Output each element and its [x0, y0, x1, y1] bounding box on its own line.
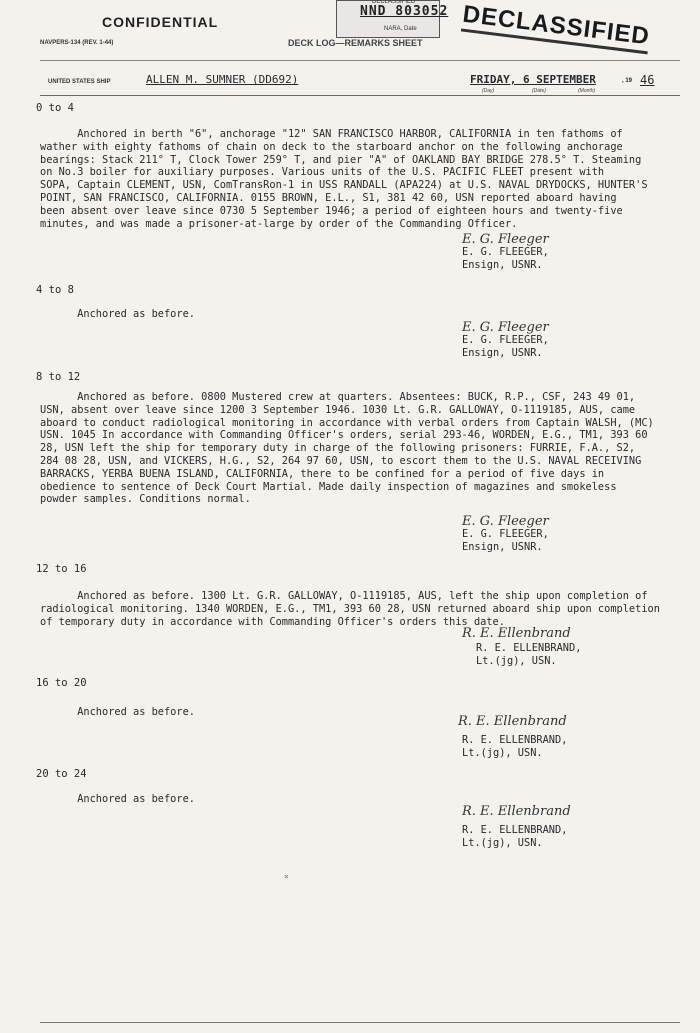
form-number: NAVPERS-134 (REV. 1-44) [40, 40, 114, 46]
signature-block-16-20: R. E. ELLENBRAND, Lt.(jg), USN. [462, 734, 568, 759]
date-sub-month: (Month) [578, 88, 596, 94]
stray-mark: × [284, 872, 289, 881]
watch-label-4-8: 4 to 8 [36, 284, 74, 296]
watch-entry-4-8: Anchored as before. [40, 308, 195, 320]
stamp-top-text: DECLASSIFIED [372, 0, 416, 5]
classification-label: CONFIDENTIAL [102, 14, 219, 30]
watch-label-12-16: 12 to 16 [36, 563, 87, 575]
watch-entry-20-24: Anchored as before. [40, 793, 195, 805]
watch-entry-12-16: Anchored as before. 1300 Lt. G.R. GALLOWAY, O-1119185, AUS, left the ship upon completion of radiological monitoring. 1340 WORDEN, E.G., TM1, 393 60 28, USN returned aboard ship upon completion of temporary duty in accordance with Commanding Officer's orders this date. [40, 590, 660, 628]
signature-block-4-8: E. G. FLEEGER, Ensign, USNR. [462, 334, 549, 359]
signature-4-8: E. G. Fleeger [462, 320, 549, 335]
watch-label-8-12: 8 to 12 [36, 371, 81, 383]
date-sub-date: (Date) [532, 88, 546, 94]
signature-12-16: R. E. Ellenbrand [462, 626, 571, 641]
ship-label: UNITED STATES SHIP [48, 79, 111, 85]
declassified-stamp: DECLASSIFIED [461, 1, 651, 55]
page-bottom-rule [40, 1022, 680, 1023]
ship-name: ALLEN M. SUMNER (DD692) [146, 73, 299, 86]
signature-block-20-24: R. E. ELLENBRAND, Lt.(jg), USN. [462, 824, 568, 849]
watch-entry-0-4: Anchored in berth "6", anchorage "12" SAN FRANCISCO HARBOR, CALIFORNIA in ten fathoms of wather with eighty fathoms of chain on deck to the starboard anchor on the following anchorage bearings: Stack 211° T, Clock Tower 259° T, and pier "A" of OAKLAND BAY BRIDGE 278.5° T. Steaming on No.3 boiler for auxiliary purposes. Various units of the U.S. PACIFIC FLEET present with SOPA, Captain CLEMENT, USN, ComTransRon-1 in USS RANDALL (APA224) at U.S. NAVAL DRYDOCKS, HUNTER'S POINT, SAN FRANCISCO, CALIFORNIA. 0155 BROWN, E.L., S1, 381 42 60, USN reported aboard having been absent over leave since 0730 5 September 1946; a period of eighteen hours and twenty-five minutes, and was made a prisoner-at-large by order of the Commanding Officer. [40, 128, 648, 230]
stamp-authority: NND 803052 [360, 4, 449, 19]
deck-log-label: DECK LOG—REMARKS SHEET [288, 38, 423, 48]
watch-label-16-20: 16 to 20 [36, 677, 87, 689]
signature-block-8-12: E. G. FLEEGER, Ensign, USNR. [462, 528, 549, 553]
log-date: FRIDAY, 6 SEPTEMBER [470, 73, 596, 86]
signature-8-12: E. G. Fleeger [462, 514, 549, 529]
signature-0-4: E. G. Fleeger [462, 232, 549, 247]
watch-label-0-4: 0 to 4 [36, 102, 74, 114]
date-sub-day: (Day) [482, 88, 495, 94]
signature-16-20: R. E. Ellenbrand [458, 714, 567, 729]
stamp-by: NARA, Date [384, 26, 417, 32]
year-prefix: , 19 [622, 78, 633, 84]
signature-20-24: R. E. Ellenbrand [462, 804, 571, 819]
signature-block-0-4: E. G. FLEEGER, Ensign, USNR. [462, 246, 549, 271]
watch-entry-16-20: Anchored as before. [40, 706, 195, 718]
date-divider [40, 95, 680, 96]
watch-label-20-24: 20 to 24 [36, 768, 87, 780]
signature-block-12-16: R. E. ELLENBRAND, Lt.(jg), USN. [476, 642, 582, 667]
watch-entry-8-12: Anchored as before. 0800 Mustered crew at quarters. Absentees: BUCK, R.P., CSF, 243 49 01, USN, absent over leave since 1200 3 September 1946. 1030 Lt. G.R. GALLOWAY, O-1119185, AUS, came aboard to conduct radiological monitoring in accordance with verbal orders from Captain WALSH, (MC) USN. 1045 In accordance with Commanding Officer's orders, serial 293-46, WORDEN, E.G., TM1, 393 60 28, USN left the ship for temporary duty in charge of the following prisoners: FURRIE, F.A., S2, 284 08 28, USN, and VICKERS, H.G., S2, 264 97 60, USN, to escort them to the U.S. NAVAL RECEIVING BARRACKS, YERBA BUENA ISLAND, CALIFORNIA, there to be confined for a period of five days in obedience to sentence of Deck Court Martial. Made daily inspection of magazines and smokeless powder samples. Conditions normal. [40, 391, 654, 506]
header-divider [40, 60, 680, 61]
log-year: 46 [640, 73, 655, 87]
